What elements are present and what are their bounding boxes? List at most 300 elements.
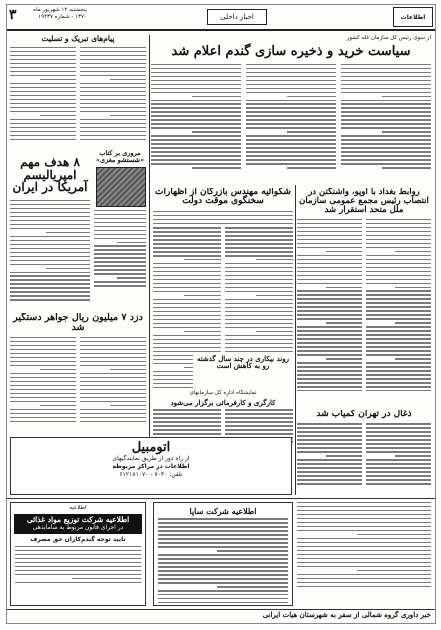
ad-note: تایید توجه گندم‌کاران حق مصرف	[30, 535, 126, 543]
text-line	[297, 439, 362, 440]
text-line	[80, 337, 146, 338]
text-line	[110, 405, 146, 406]
text-line	[246, 64, 336, 65]
text-line	[10, 111, 76, 112]
article-center-lower-2	[193, 355, 293, 389]
text-line	[10, 220, 90, 221]
text-line	[366, 263, 431, 264]
text-line	[80, 59, 146, 60]
kicker: از سوی رئیس کل سازمان غله کشور	[346, 35, 431, 41]
text-line	[158, 538, 288, 539]
text-line	[151, 84, 241, 85]
text-line	[10, 63, 76, 64]
headline: دزد ۷ میلیون ریال جواهر دستگیر شد	[13, 313, 143, 333]
text-line	[366, 330, 431, 331]
article-left-big	[10, 150, 146, 310]
text-line	[366, 298, 431, 299]
text-line	[153, 279, 221, 280]
text-line	[297, 275, 362, 276]
body-columns	[10, 337, 146, 425]
text-line	[94, 257, 146, 258]
text-line	[366, 231, 431, 232]
text-line	[153, 239, 221, 240]
text-line	[153, 299, 221, 300]
text-line	[366, 366, 431, 367]
bottom-left-ad	[10, 502, 146, 606]
text-line	[297, 219, 362, 220]
text-line	[297, 366, 362, 367]
text-line	[246, 119, 336, 120]
text-line	[153, 283, 221, 284]
text-line	[94, 234, 146, 235]
text-line	[246, 72, 336, 73]
text-line	[40, 115, 76, 116]
text-line	[80, 87, 146, 88]
text-line	[153, 307, 221, 308]
body-column	[80, 337, 146, 425]
text-line	[297, 267, 362, 268]
text-line	[366, 475, 431, 476]
text-line	[326, 322, 362, 323]
text-line	[225, 227, 293, 228]
text-line	[94, 265, 146, 266]
text-line	[15, 554, 141, 555]
text-line	[10, 95, 76, 96]
text-line	[158, 562, 288, 563]
text-line	[10, 287, 90, 288]
text-line	[80, 357, 146, 358]
text-line	[10, 204, 90, 205]
text-line	[158, 554, 288, 555]
text-line	[10, 295, 90, 296]
text-line	[80, 417, 146, 418]
text-line	[10, 51, 76, 52]
text-line	[153, 351, 221, 352]
text-line	[366, 378, 431, 379]
text-line	[151, 123, 241, 124]
text-line	[297, 423, 362, 424]
text-line	[153, 335, 221, 336]
text-line	[341, 100, 431, 101]
text-line	[297, 554, 431, 555]
text-line	[153, 251, 221, 252]
text-line	[10, 291, 90, 292]
text-line	[225, 433, 293, 434]
text-line	[15, 570, 141, 571]
body-columns	[297, 423, 431, 487]
text-line	[153, 223, 293, 224]
text-line	[10, 212, 90, 213]
headline: روند بیکاری در چند سال گذشته رو به کاهش است	[197, 355, 289, 371]
text-line	[225, 255, 293, 256]
text-line	[297, 390, 362, 391]
headline: کارگری و کارفرمائی برگزار می‌شود	[170, 398, 276, 407]
text-line	[153, 215, 293, 216]
text-line	[366, 431, 431, 432]
text-line	[246, 147, 336, 148]
text-line	[287, 96, 337, 97]
text-line	[341, 88, 431, 89]
text-line	[72, 578, 141, 579]
text-line	[15, 574, 141, 575]
text-line	[366, 342, 431, 343]
text-line	[153, 409, 221, 410]
text-line	[366, 338, 431, 339]
text-line	[151, 111, 241, 112]
headline: ۸ هدف مهم امپریالیسم آمریکا در ایران	[12, 155, 88, 195]
text-line	[15, 550, 141, 551]
text-line	[366, 354, 431, 355]
text-line	[10, 421, 76, 422]
text-line	[10, 393, 76, 394]
text-line	[94, 245, 146, 246]
text-line	[366, 427, 431, 428]
text-line	[10, 401, 76, 402]
text-line	[341, 115, 431, 116]
text-line	[297, 330, 362, 331]
text-line	[153, 315, 221, 316]
text-line	[40, 79, 76, 80]
text-line	[297, 223, 362, 224]
text-line	[158, 558, 288, 559]
text-line	[246, 123, 336, 124]
text-line	[297, 346, 362, 347]
text-line	[110, 79, 146, 80]
text-line	[153, 267, 221, 268]
text-line	[80, 385, 146, 386]
text-line	[10, 99, 76, 100]
text-line	[10, 75, 76, 76]
text-line	[10, 397, 76, 398]
text-line	[15, 566, 141, 567]
text-line	[80, 421, 146, 422]
body-column	[10, 337, 76, 425]
text-line	[366, 259, 431, 260]
text-line	[246, 155, 336, 156]
text-line	[297, 443, 362, 444]
text-line	[246, 143, 336, 144]
text-line	[297, 447, 362, 448]
text-line	[153, 339, 221, 340]
text-line	[297, 247, 362, 248]
text-line	[10, 67, 76, 68]
text-line	[151, 143, 241, 144]
text-line	[382, 96, 432, 97]
text-line	[10, 349, 76, 350]
text-line	[80, 389, 146, 390]
text-line	[80, 99, 146, 100]
text-line	[80, 373, 146, 374]
article-left-lower	[10, 313, 146, 433]
text-line	[80, 51, 146, 52]
text-line	[94, 269, 146, 270]
text-line	[246, 80, 336, 81]
text-line	[80, 71, 146, 72]
text-line	[341, 64, 431, 65]
text-line	[297, 467, 362, 468]
text-line	[297, 522, 431, 523]
ad-line: اطلاعات در مراکز مربوطه	[112, 462, 190, 470]
text-line	[151, 115, 241, 116]
text-line	[366, 227, 431, 228]
text-line	[151, 76, 241, 77]
text-line	[158, 582, 288, 583]
text-line	[246, 111, 336, 112]
text-line	[153, 235, 221, 236]
text-line	[297, 451, 362, 452]
body-column	[341, 64, 431, 172]
text-line	[225, 417, 293, 418]
text-line	[297, 318, 362, 319]
text-line	[297, 582, 431, 583]
text-line	[366, 451, 431, 452]
text-line	[341, 76, 431, 77]
text-line	[246, 135, 336, 136]
text-line	[366, 370, 431, 371]
ad-banner	[14, 514, 142, 534]
text-line	[192, 131, 242, 132]
article-top-left	[10, 35, 146, 147]
text-line	[94, 210, 146, 211]
masthead	[7, 5, 435, 31]
text-line	[225, 315, 293, 316]
text-line	[158, 526, 288, 527]
ad-line: از راه دور از طریق نمایندگیهای	[112, 454, 190, 462]
text-line	[225, 339, 293, 340]
text-line	[158, 598, 288, 599]
text-line	[341, 72, 431, 73]
text-line	[151, 147, 241, 148]
text-line	[153, 425, 221, 426]
text-line	[153, 319, 221, 320]
text-line	[151, 151, 241, 152]
text-line	[10, 252, 90, 253]
text-line	[153, 211, 293, 212]
ad-headline: اتومبیل	[131, 440, 171, 455]
text-line	[225, 425, 293, 426]
text-line	[357, 534, 431, 535]
text-line	[80, 361, 146, 362]
text-line	[10, 208, 90, 209]
text-line	[246, 84, 336, 85]
text-line	[366, 459, 431, 460]
text-line	[366, 318, 431, 319]
text-line	[297, 526, 431, 527]
text-line	[80, 401, 146, 402]
text-line	[10, 103, 76, 104]
body-column	[297, 219, 362, 394]
text-line	[287, 167, 337, 168]
text-line	[366, 463, 431, 464]
text-line	[225, 351, 293, 352]
text-line	[153, 247, 221, 248]
text-line	[10, 264, 90, 265]
text-line	[366, 390, 431, 391]
text-line	[10, 365, 76, 366]
text-line	[158, 590, 288, 591]
text-line	[225, 421, 293, 422]
text-line	[225, 347, 293, 348]
side-story	[94, 150, 146, 303]
text-line	[297, 231, 362, 232]
text-line	[10, 107, 76, 108]
text-line	[297, 542, 431, 543]
text-line	[297, 259, 362, 260]
text-line	[217, 586, 289, 587]
body-column	[151, 64, 241, 172]
headline: خبر داوری گروه شمالی از سفر به شهرستان هیات ایرانی	[262, 611, 431, 619]
text-line	[151, 107, 241, 108]
text-line	[94, 214, 146, 215]
ad-headline: اطلاعیه شرکت ساپا	[189, 506, 257, 516]
text-line	[158, 578, 288, 579]
body-columns	[10, 47, 146, 143]
text-line	[366, 350, 431, 351]
text-line	[225, 287, 293, 288]
text-line	[94, 249, 146, 250]
text-line	[80, 341, 146, 342]
text-line	[366, 239, 431, 240]
text-line	[110, 369, 146, 370]
text-line	[225, 279, 293, 280]
text-line	[10, 299, 90, 300]
text-line	[15, 546, 141, 547]
text-line	[246, 115, 336, 116]
text-line	[225, 409, 293, 410]
text-line	[10, 224, 90, 225]
text-line	[184, 331, 221, 332]
dateline: پنجشنبه ۱۲ شهریور ماه ۱۳۷۰ - شماره ۱۹۴۳۷	[33, 7, 87, 20]
text-line	[153, 429, 221, 430]
ad-line: در اجرای قانون مربوط به ساماندهی	[32, 523, 124, 531]
text-line	[341, 151, 431, 152]
text-line	[158, 570, 288, 571]
kicker: نمایشگاه اداره کل سازمانهای	[189, 390, 257, 396]
body-column	[366, 219, 431, 394]
text-line	[357, 570, 431, 571]
text-line	[297, 362, 362, 363]
text-line	[153, 421, 221, 422]
text-line	[80, 135, 146, 136]
ad-phone: تلفن: ۷۰۳۰ - ۶۱۲۱۸۱۰۷۰	[119, 470, 183, 478]
text-line	[151, 100, 241, 101]
text-line	[395, 455, 431, 456]
text-line	[10, 240, 90, 241]
text-line	[10, 127, 76, 128]
text-line	[326, 287, 362, 288]
text-line	[151, 159, 241, 160]
text-line	[297, 471, 362, 472]
text-line	[366, 219, 431, 220]
text-line	[153, 219, 293, 220]
body-column	[366, 423, 431, 487]
text-line	[80, 91, 146, 92]
text-line	[217, 550, 289, 551]
text-line	[297, 378, 362, 379]
text-line	[10, 216, 90, 217]
text-line	[80, 131, 146, 132]
main-story	[10, 150, 90, 303]
text-line	[225, 263, 293, 264]
ad-headline: اطلاعیه شرکت توزیع مواد غذائی	[26, 515, 130, 524]
text-line	[151, 103, 241, 104]
text-line	[297, 483, 362, 484]
text-line	[366, 279, 431, 280]
text-line	[151, 139, 241, 140]
text-line	[153, 263, 221, 264]
text-line	[297, 574, 431, 575]
text-line	[341, 123, 431, 124]
text-line	[40, 369, 76, 370]
text-line	[341, 155, 431, 156]
text-line	[246, 163, 336, 164]
text-line	[256, 259, 293, 260]
text-line	[80, 409, 146, 410]
text-line	[10, 337, 76, 338]
text-line	[225, 243, 293, 244]
article-right-mid	[297, 188, 431, 408]
text-line	[153, 323, 221, 324]
text-line	[10, 417, 76, 418]
text-line	[80, 349, 146, 350]
text-line	[10, 236, 90, 237]
text-line	[153, 271, 221, 272]
headline: روابط بغداد با آوپو، واشنگتن در انتصاب رئیس مجمع عمومی سازمان ملل متحد استقرار شد	[299, 188, 429, 215]
text-line	[10, 272, 90, 273]
text-line	[297, 370, 362, 371]
text-line	[158, 518, 288, 519]
body-columns	[151, 64, 431, 172]
text-line	[94, 226, 146, 227]
text-line	[366, 314, 431, 315]
text-line	[366, 235, 431, 236]
text-line	[80, 365, 146, 366]
text-line	[297, 518, 431, 519]
text-line	[80, 119, 146, 120]
text-line	[80, 47, 146, 48]
text-line	[192, 167, 242, 168]
text-line	[184, 259, 221, 260]
text-line	[151, 72, 241, 73]
text-line	[246, 127, 336, 128]
text-line	[246, 76, 336, 77]
automobile-ad	[10, 437, 292, 495]
text-line	[153, 413, 221, 414]
text-line	[10, 123, 76, 124]
text-line	[225, 251, 293, 252]
text-line	[80, 55, 146, 56]
text-line	[10, 275, 90, 276]
text-line	[297, 502, 431, 503]
text-line	[151, 88, 241, 89]
text-line	[151, 80, 241, 81]
text-line	[184, 295, 221, 296]
text-line	[94, 238, 146, 239]
text-line	[256, 331, 293, 332]
ad-kicker: اطلاعیه	[69, 505, 87, 511]
text-line	[341, 143, 431, 144]
text-line	[80, 83, 146, 84]
headline: پیام‌های تبریک و تسلیت	[41, 35, 115, 43]
text-line	[366, 302, 431, 303]
text-line	[366, 374, 431, 375]
body-column	[246, 64, 336, 172]
text-line	[151, 163, 241, 164]
text-line	[153, 327, 221, 328]
text-line	[153, 433, 221, 434]
text-line	[366, 326, 431, 327]
text-line	[225, 429, 293, 430]
